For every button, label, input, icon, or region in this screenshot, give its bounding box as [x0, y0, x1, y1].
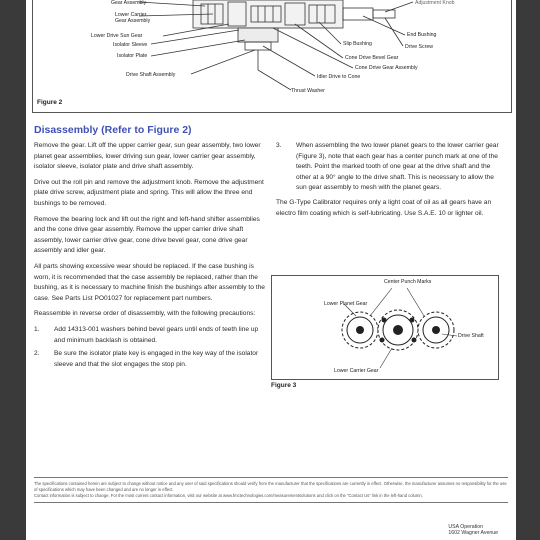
- list-item: [276, 141, 502, 194]
- figure-2-caption: Figure 2: [37, 99, 63, 106]
- label-cone-drive-bevel-gear: Cone Drive Bevel Gear: [345, 55, 399, 61]
- paragraph: Reassemble in reverse order of disassembly, with the following precautions:: [34, 310, 256, 318]
- list-text: Be sure the isolator plate key is engaged in the key way of the isolator sleeve and that the slot engages the stop pin.: [54, 350, 259, 368]
- list-number: 2.: [34, 350, 40, 358]
- document-page: [26, 0, 516, 540]
- label-end-bushing: End Bushing: [407, 32, 437, 38]
- label-lower-carrier: Lower Carrier: [115, 12, 147, 18]
- paragraph: All parts showing excessive wear should be replaced. If the case bushing is worn, it is recommended that the case assembly be replaced, rather than the bushing, as it is necessary to machine finish the bushings after assembly to the case. See Parts List PO01027 for replacement part numbers.: [34, 262, 265, 302]
- paragraph: Remove the gear. Lift off the upper carrier gear, sun gear assembly, two lower planet gear assemblies, lower driving sun gear, lower carrier gear assembly, isolator sleeve, isolator plate and drive shaft assembly.: [34, 142, 261, 171]
- label-lower-drive-sun-gear: Lower Drive Sun Gear: [91, 33, 143, 39]
- assembly-drawing: [33, 0, 511, 112]
- label-gear-assembly: Gear Assembly: [111, 0, 147, 6]
- list-number: 3.: [276, 142, 282, 149]
- right-column: [276, 141, 502, 224]
- label-adjustment-knob: Adjustment Knob: [415, 0, 455, 6]
- list-text: When assembling the two lower planet gears to the lower carrier gear (Figure 3), note that each gear has a center punch mark at one of the teeth. Point the marked tooth of one gear at the drive shaft and the other at a 90° angle to the drive shaft. This is necessary to allow the sun gear assembly to mesh with the planet gears.: [296, 142, 499, 192]
- list-item: [34, 349, 266, 370]
- label-gear-assembly-2: Gear Assembly: [115, 18, 151, 24]
- precautions-list-continued: [276, 141, 502, 194]
- label-idler-drive-to-cone: Idler Drive to Cone: [317, 74, 361, 80]
- figure-2: [32, 0, 512, 113]
- section-heading: Disassembly (Refer to Figure 2): [34, 124, 192, 136]
- address-line-2: 1602 Wagner Avenue: [448, 530, 498, 536]
- label-lower-planet-gear: Lower Planet Gear: [324, 301, 368, 307]
- figure-3-caption: Figure 3: [271, 382, 297, 389]
- label-isolator-sleeve: Isolator Sleeve: [113, 42, 148, 48]
- label-drive-screw: Drive Screw: [405, 44, 433, 50]
- address-line-1: USA Operation: [448, 524, 483, 530]
- label-center-punch-marks: Center Punch Marks: [384, 279, 432, 285]
- label-slip-bushing: Slip Bushing: [343, 41, 372, 47]
- left-column: [34, 141, 266, 373]
- label-drive-shaft: Drive Shaft: [458, 333, 484, 339]
- label-thrust-washer: Thrust Washer: [291, 88, 325, 94]
- paragraph: The G-Type Calibrator requires only a light coat of oil as all gears have an electro film coating which is self-lubricating. Use S.A.E. 10 or lighter oil.: [276, 198, 492, 217]
- contact-text: Contact information is subject to change. For the most current contact information, visit our website at www.fmctechnologies.com/measurementsolutions and click on the "Contact Us" link in the left-hand column.: [34, 493, 423, 498]
- label-drive-shaft-assembly: Drive Shaft Assembly: [126, 72, 176, 78]
- list-text: Add 14313-001 washers behind bevel gears until ends of teeth line up and minimum backlash is obtained.: [54, 325, 259, 344]
- precautions-list: [34, 325, 266, 370]
- figure-3: [271, 275, 499, 380]
- label-cone-drive-gear-assembly: Cone Drive Gear Assembly: [355, 65, 418, 71]
- disclaimer-text: The specifications contained herein are subject to change without notice and any user of said specifications should verify from the manufacturer that the specifications are currently in effect. Otherwise, the manufacturer assumes no responsibility for the use of specifications which may have been changed and are no longer in effect.: [34, 481, 507, 492]
- label-lower-carrier-gear: Lower Carrier Gear: [334, 368, 379, 374]
- footer-disclaimer: [34, 477, 508, 503]
- list-number: 1.: [34, 325, 40, 333]
- paragraph: Drive out the roll pin and remove the adjustment knob. Remove the adjustment plate drive screw, adjustment plate and spring. This will allow the three end bushings to be removed.: [34, 178, 264, 207]
- label-isolator-plate: Isolator Plate: [117, 53, 148, 59]
- list-item: [34, 325, 266, 346]
- address-block: [448, 524, 498, 536]
- paragraph: Remove the bearing lock and lift out the right and left-hand shifter assemblies and the cone drive gear assembly. Remove the upper carrier drive shaft assembly, lower carrier drive gear, cone drive bevel gear, cone drive gear assembly and idler gear.: [34, 215, 260, 255]
- gear-diagram: [272, 276, 498, 379]
